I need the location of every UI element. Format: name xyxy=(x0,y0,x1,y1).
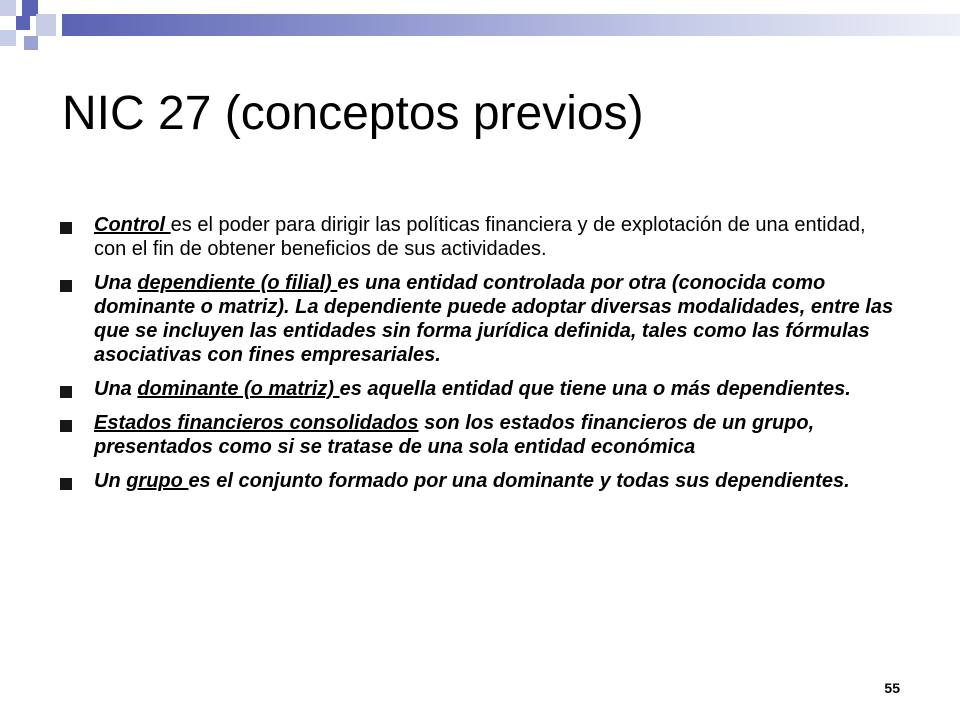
square-bullet-icon xyxy=(60,420,72,432)
square-bullet-icon xyxy=(60,478,72,490)
bullet-text: es el conjunto formado por una dominante y todas sus dependientes. xyxy=(188,470,850,492)
bullet-text: es el poder para dirigir las políticas financiera y de explotación de una entidad, con el fin de obtener beneficios de sus actividades. xyxy=(94,214,866,260)
ornament-square xyxy=(16,16,30,30)
bullet-term: grupo xyxy=(126,470,189,492)
bullet-prefix: Una xyxy=(94,272,138,294)
bullet-term: dependiente (o filial) xyxy=(137,272,338,294)
bullet-prefix: Un xyxy=(94,470,127,492)
bullet-item xyxy=(60,469,900,493)
bullet-term: dominante (o matriz) xyxy=(137,378,340,400)
square-bullet-icon xyxy=(60,222,72,234)
bullet-text: son los estados financieros de un grupo, presentados como si se tratase de una sola entidad económica xyxy=(94,412,815,458)
square-bullet-icon xyxy=(60,280,72,292)
ornament-square xyxy=(0,0,16,16)
slide-title: NIC 27 (conceptos previos) xyxy=(62,87,644,140)
bullet-item xyxy=(60,377,900,401)
ornament-square xyxy=(36,14,56,36)
header-bar xyxy=(62,14,960,36)
bullet-item xyxy=(60,213,900,261)
bullet-item xyxy=(60,411,900,459)
bullet-term: Control xyxy=(94,214,171,236)
bullet-item xyxy=(60,271,900,367)
bullet-list xyxy=(60,213,900,503)
bullet-prefix: Una xyxy=(94,378,138,400)
ornament-square xyxy=(0,30,16,46)
page-number: 55 xyxy=(884,680,900,696)
bullet-text: es una entidad controlada por otra (conocida como dominante o matriz). La dependiente puede adoptar diversas modalidades, entre las que se incluyen las entidades sin forma jurídica definida, tales como las fórmulas asociativas con fines empresariales. xyxy=(94,272,894,366)
bullet-term: Estados financieros consolidados xyxy=(94,412,419,434)
bullet-text: es aquella entidad que tiene una o más dependientes. xyxy=(339,378,851,400)
square-bullet-icon xyxy=(60,386,72,398)
ornament-square xyxy=(24,36,38,50)
